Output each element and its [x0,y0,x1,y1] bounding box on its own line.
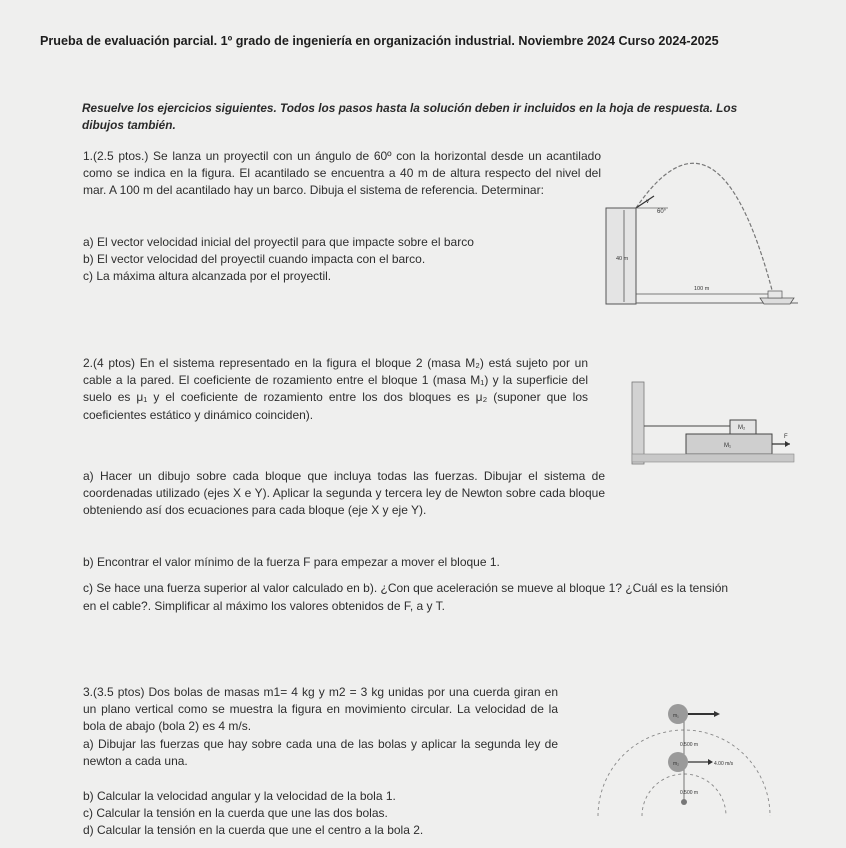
ball-1-velocity-arrow-head [714,711,720,717]
problem1-statement: 1.(2.5 ptos.) Se lanza un proyectil con un ángulo de 60º con la horizontal desde un acantilado como se indica en la figura. El acantilado se encuentra a 40 m de altura respecto del nivel del mar. A 100 m del acantilado hay un barco. Dibuja el sistema de referencia. Determinar: [83,149,601,198]
problem3-question-b: b) Calcular la velocidad angular y la velocidad de la bola 1. [83,789,396,803]
distance-label: 100 m [694,286,710,292]
problem1-question-a: a) El vector velocidad inicial del proyectil para que impacte sobre el barco [83,235,474,249]
cliff-projectile-figure [598,148,808,308]
problem1-question-b: b) El vector velocidad del proyectil cuando impacta con el barco. [83,252,426,267]
floor [632,454,794,462]
problem3-question-c: c) Calcular la tensión en la cuerda que une las dos bolas. [83,806,388,821]
ball-2-velocity-arrow-head [708,759,713,765]
exam-title: Prueba de evaluación parcial. 1º grado de ingeniería en organización industrial. Noviembre 2024 Curso 2024-2025 [40,34,719,48]
force-arrow-head [785,441,790,447]
problem3-questions [83,788,643,840]
problem2-question-a: a) Hacer un dibujo sobre cada bloque que incluya todas las fuerzas. Dibujar el sistema de coordenadas utilizado (ejes X e Y). Aplicar la segunda y tercera ley de Newton sobre cada bloque obteniendo así dos ecuaciones para cada bloque (eje X y eje Y). [83,469,605,518]
problem3-statement: 3.(3.5 ptos) Dos bolas de masas m1= 4 kg y m2 = 3 kg unidas por una cuerda giran en un plano vertical como se muestra la figura en movimiento circular. La velocidad de la bola de abajo (bola 2) es 4 m/s. [83,685,558,734]
radius-2-label: 0.500 m [680,790,699,796]
center-pivot [681,799,687,805]
circular-motion-figure [590,698,780,820]
problem2-statement: 2.(4 ptos) En el sistema representado en la figura el bloque 2 (masa M₂) está sujeto por un cable a la pared. El coeficiente de rozamiento entre el bloque 1 (masa M₁) y la superficie del suelo es μ₁ y el coeficiente de rozamiento entre los dos bloques es μ₂ (suponer que los coeficientes estático y dinámico coinciden). [83,356,588,422]
wall [632,382,644,464]
instructions: Resuelve los ejercicios siguientes. Todos los pasos hasta la solución deben ir incluidos en la hoja de respuesta. Los dibujos también. [82,101,738,132]
ball-1-label: m₁ [673,713,679,719]
blocks-figure [628,380,798,470]
problem3-question-d: d) Calcular la tensión en la cuerda que une el centro a la bola 2. [83,823,424,838]
projectile-trajectory [636,163,772,290]
problem2-question-b: b) Encontrar el valor mínimo de la fuerza F para empezar a mover el bloque 1. [83,555,500,569]
height-label: 40 m [616,256,629,262]
problem1-question-c: c) La máxima altura alcanzada por el proyectil. [83,269,332,284]
angle-label: 60° [657,209,667,215]
ship-cabin [768,291,782,298]
radius-1-label: 0.500 m [680,742,699,748]
ship [760,298,794,304]
problem2-questions [83,554,743,571]
ball-2-label: m₂ [673,761,680,767]
problem2-question-c: c) Se hace una fuerza superior al valor calculado en b). ¿Con que aceleración se mueve al bloque 1? ¿Cuál es la tensión en el cable?. Simplificar al máximo los valores obtenidos de F, a y T. [83,581,729,613]
initial-velocity-arrow [636,196,654,208]
velocity-label: v [646,199,649,205]
problem1-questions [83,234,603,286]
velocity-2-label: 4.00 m/s [714,761,734,767]
force-label: F [784,434,788,440]
problem3-question-a: a) Dibujar las fuerzas que hay sobre cada una de las bolas y aplicar la segunda ley de newton a cada una. [83,737,558,769]
block-2-label: M₂ [738,425,746,431]
block-1-label: M₁ [724,443,732,449]
